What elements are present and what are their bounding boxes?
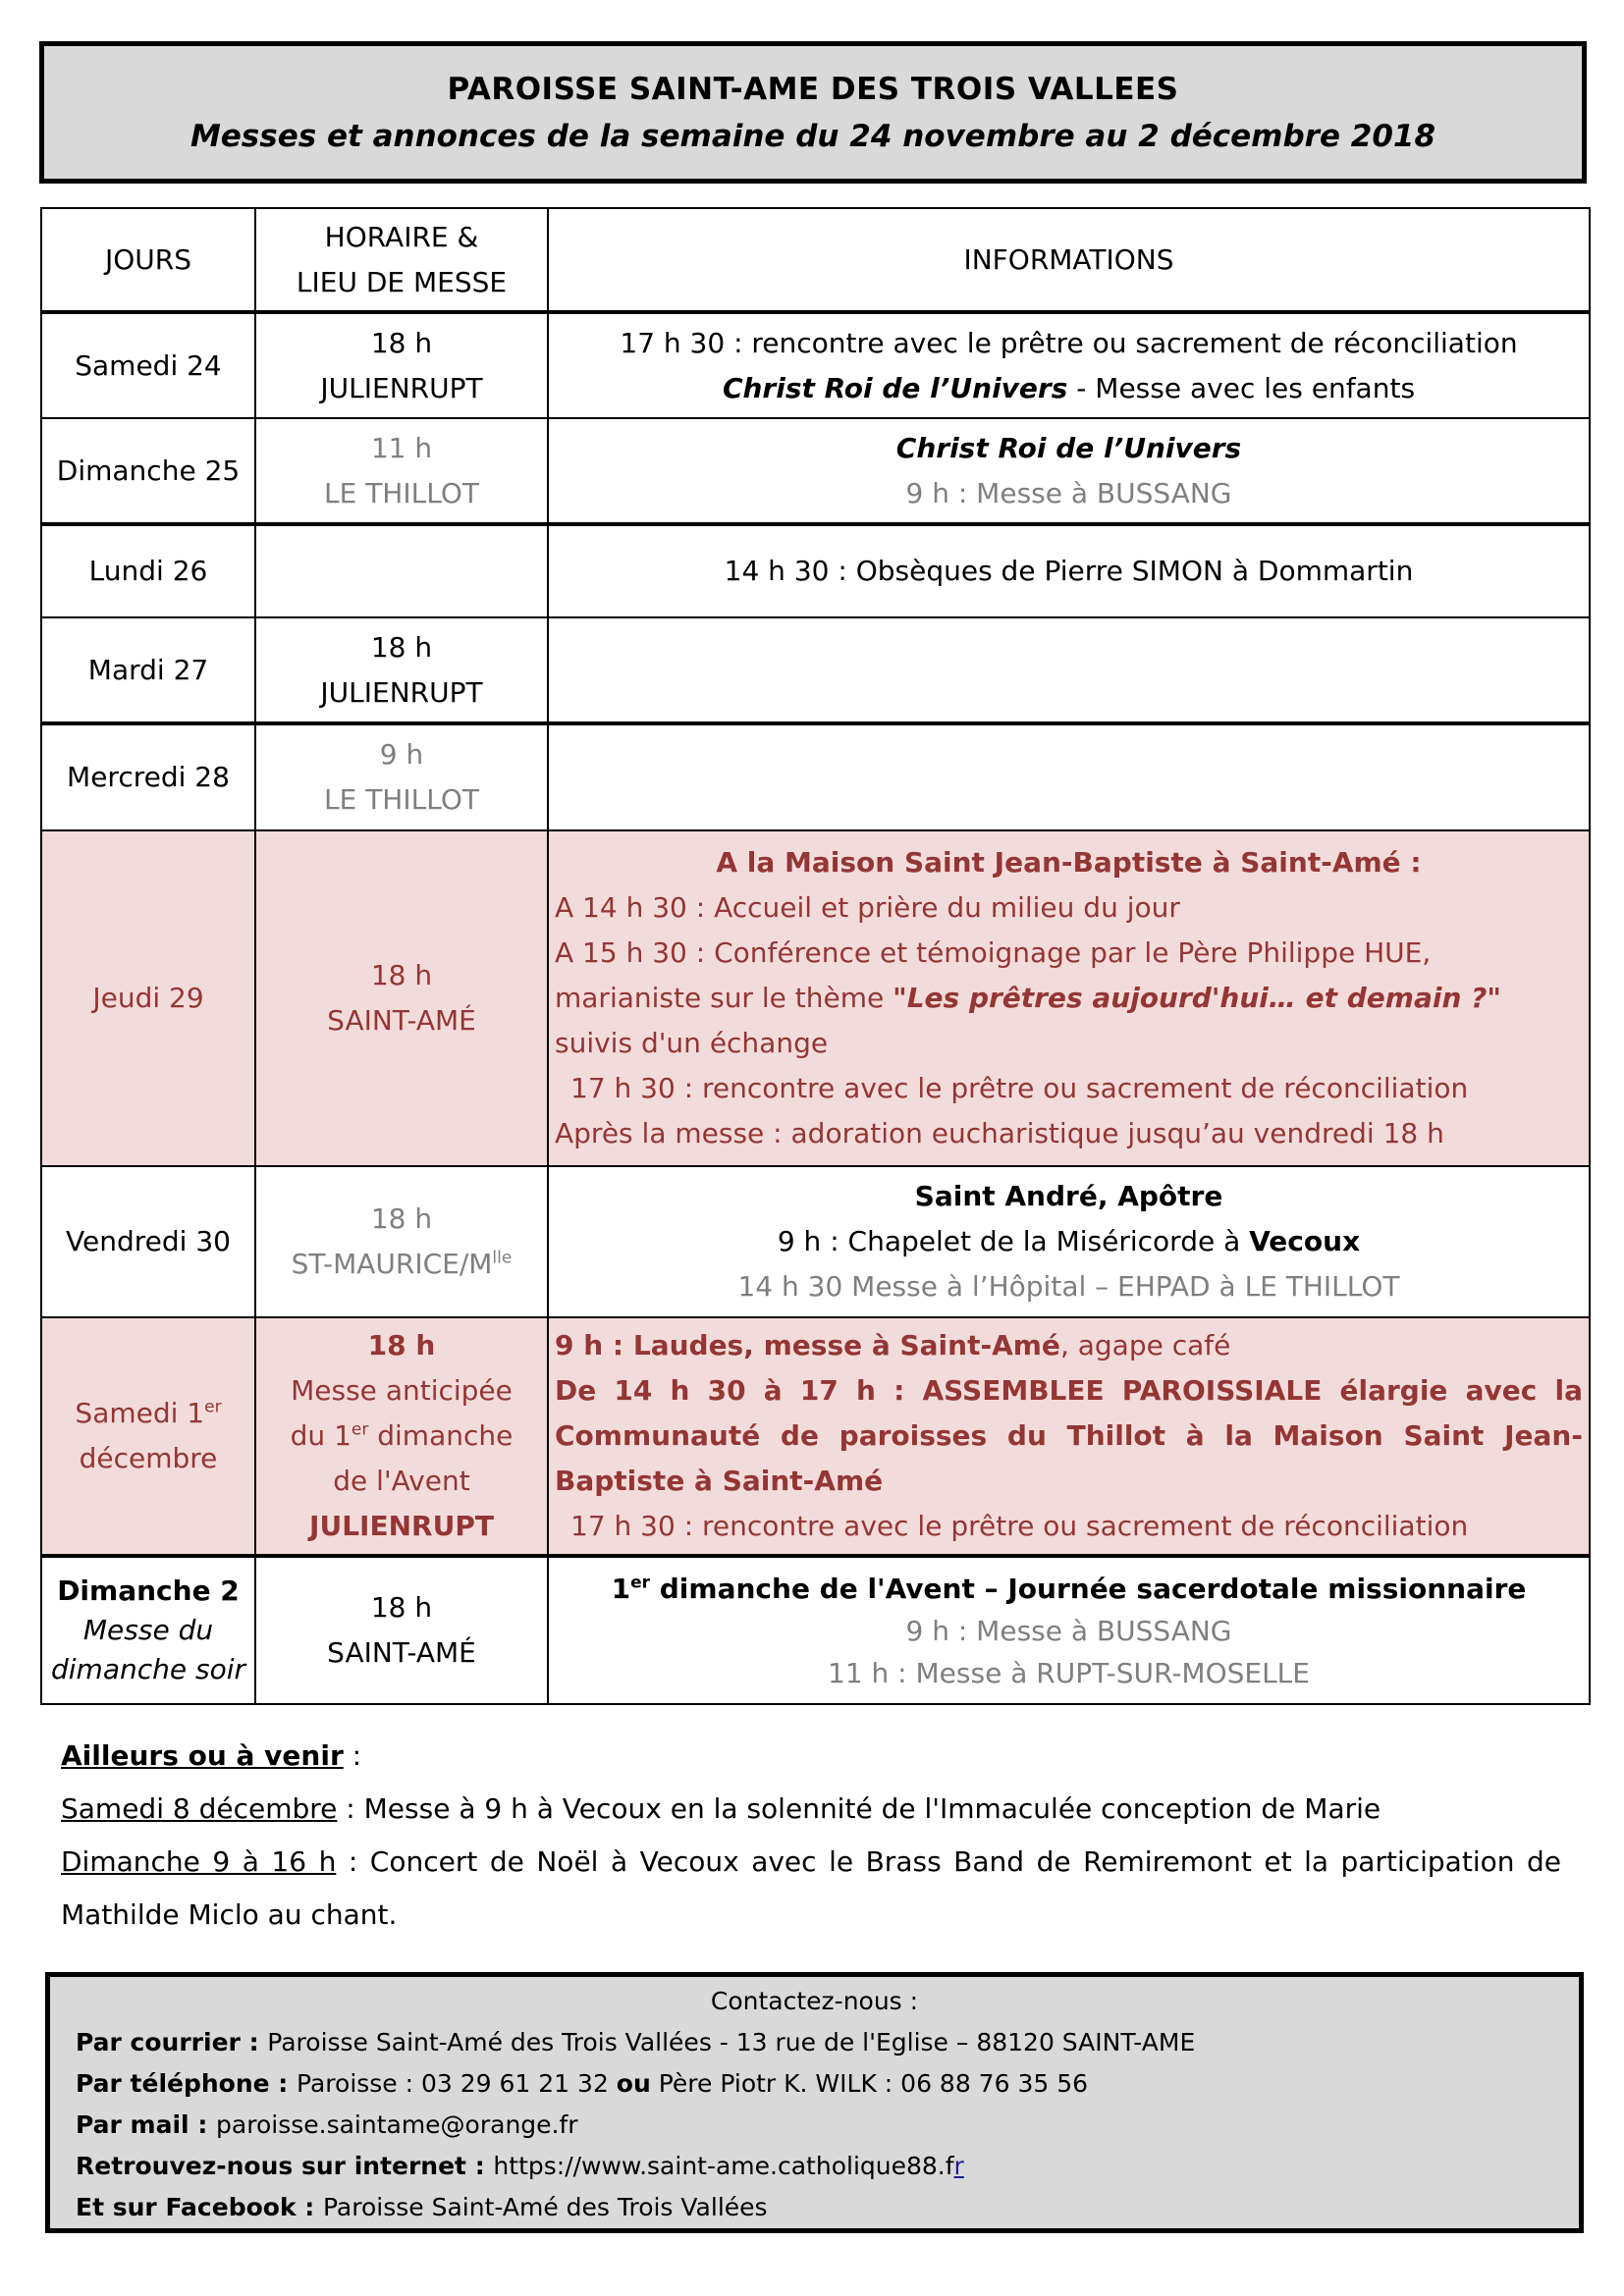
upcoming-item: Dimanche 9 à 16 h : Concert de Noël à Vecoux avec le Brass Band de Remiremont et la participation de Mathilde Miclo au chant. [61,1845,1561,1931]
table-row [41,312,1590,418]
parish-title: PAROISSE SAINT-AME DES TROIS VALLEES [447,71,1179,107]
contact-mail-address: Par courrier : Paroisse Saint-Amé des Trois Vallées - 13 rue de l'Eglise – 88120 SAINT-AME [76,2028,1196,2056]
table-row [41,524,1590,617]
info-cell [548,723,1590,830]
info-cell [548,617,1590,723]
contact-box [45,1972,1584,2233]
info-cell: Saint André, Apôtre 9 h : Chapelet de la Miséricorde à Vecoux 14 h 30 Messe à l’Hôpital – EHPAD à LE THILLOT [548,1166,1590,1317]
info-cell: 17 h 30 : rencontre avec le prêtre ou sacrement de réconciliation Christ Roi de l’Univers - Messe avec les enfants [548,312,1590,418]
table-row [41,1166,1590,1317]
info-cell: 9 h : Laudes, messe à Saint-Amé, agape café De 14 h 30 à 17 h : ASSEMBLEE PAROISSIALE élargie avec la Communauté de paroisses du Thillot à la Maison Saint Jean-Baptiste à Saint-Amé 17 h 30 : rencontre avec le prêtre ou sacrement de réconciliation [548,1317,1590,1556]
mass-cell: 18 h JULIENRUPT [255,617,548,723]
day-cell: Samedi 24 [41,312,255,418]
table-row-highlighted [41,830,1590,1166]
table-row [41,418,1590,524]
upcoming-heading: Ailleurs ou à venir : [61,1739,362,1772]
mass-cell: 18 h $ST-MAURICE/M^{lle}$ [255,1166,548,1317]
table-row [41,723,1590,830]
day-cell: Lundi 26 [41,524,255,617]
contact-phone: Par téléphone : Paroisse : 03 29 61 21 32 ou Père Piotr K. WILK : 06 88 76 35 56 [76,2069,1089,2098]
col-header-info: INFORMATIONS [548,208,1590,312]
table-row-highlighted [41,1317,1590,1556]
info-cell: 1er dimanche de l'Avent – Journée sacerdotale missionnaire 9 h : Messe à BUSSANG 11 h : Messe à RUPT-SUR-MOSELLE [548,1556,1590,1704]
website-link[interactable]: https://www.saint-ame.catholique88.fr [493,2152,964,2180]
contact-website: Retrouvez-nous sur internet : https://www.saint-ame.catholique88.fr [76,2152,964,2180]
day-cell: Mardi 27 [41,617,255,723]
upcoming-events [61,1730,1561,1942]
table-row [41,1556,1590,1704]
mass-cell: 18 h SAINT-AMÉ [255,830,548,1166]
info-cell: Christ Roi de l’Univers 9 h : Messe à BUSSANG [548,418,1590,524]
day-cell: Jeudi 29 [41,830,255,1166]
info-cell: 14 h 30 : Obsèques de Pierre SIMON à Dommartin [548,524,1590,617]
day-cell: Samedi 1er décembre [41,1317,255,1556]
mass-cell: 18 h Messe anticipée du 1er dimanche de l'Avent JULIENRUPT [255,1317,548,1556]
contact-heading: Contactez-nous : [710,1987,919,2015]
day-cell: Dimanche 25 [41,418,255,524]
mass-cell: 9 h LE THILLOT [255,723,548,830]
schedule-table [40,207,1591,1705]
table-header-row [41,208,1590,312]
upcoming-item: Samedi 8 décembre : Messe à 9 h à Vecoux en la solennité de l'Immaculée conception de Marie [61,1792,1381,1825]
col-header-days: JOURS [41,208,255,312]
day-cell: Mercredi 28 [41,723,255,830]
mass-cell [255,524,548,617]
contact-facebook: Et sur Facebook : Paroisse Saint-Amé des Trois Vallées [76,2193,768,2221]
page-title-box [39,41,1587,184]
mass-cell: 18 h JULIENRUPT [255,312,548,418]
mass-cell: 18 h SAINT-AMÉ [255,1556,548,1704]
day-cell: Vendredi 30 [41,1166,255,1317]
contact-email: Par mail : paroisse.saintame@orange.fr [76,2110,578,2139]
email-link[interactable]: paroisse.saintame@orange.fr [216,2110,578,2139]
week-subtitle: Messes et annonces de la semaine du 24 novembre au 2 décembre 2018 [189,118,1436,154]
info-cell: A la Maison Saint Jean-Baptiste à Saint-Amé : A 14 h 30 : Accueil et prière du milieu du jour A 15 h 30 : Conférence et témoignage par le Père Philippe HUE, marianiste sur le thème "Les prêtres aujourd'hui… et demain ?" suivis d'un échange 17 h 30 : rencontre avec le prêtre ou sacrement de réconciliation Après la messe : adoration eucharistique jusqu’au vendredi 18 h [548,830,1590,1166]
day-cell: Dimanche 2 Messe du dimanche soir [41,1556,255,1704]
mass-cell: 11 h LE THILLOT [255,418,548,524]
col-header-time-place: HORAIRE & LIEU DE MESSE [255,208,548,312]
table-row [41,617,1590,723]
